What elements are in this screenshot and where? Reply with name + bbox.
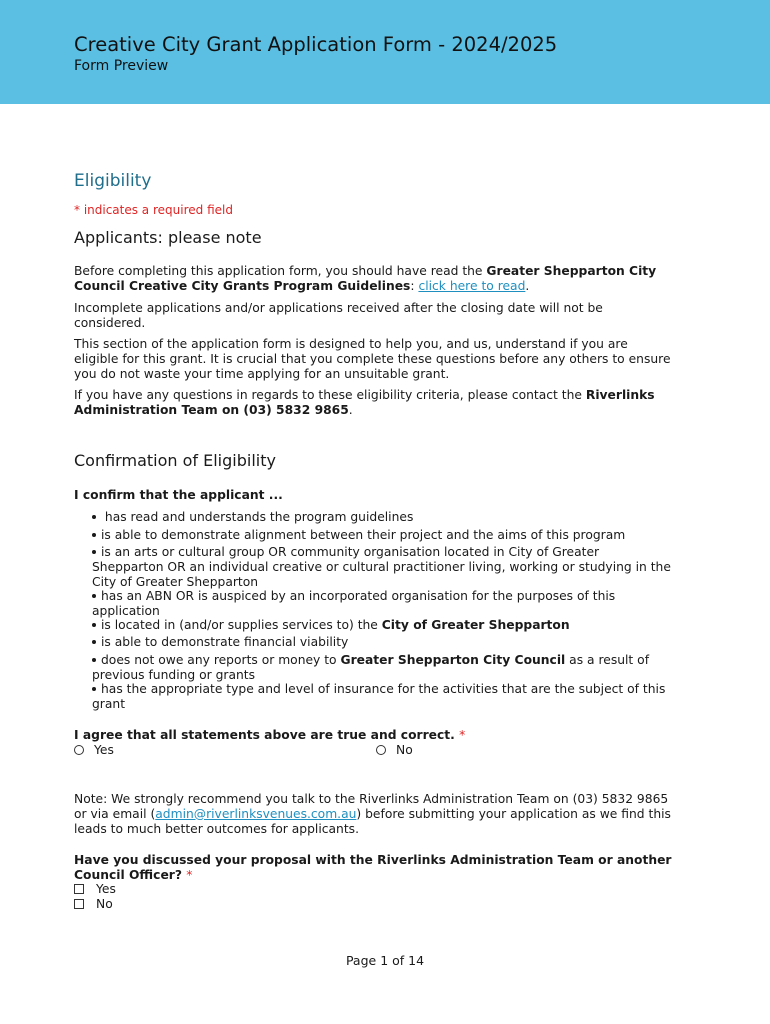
list-item-text: is able to demonstrate financial viability: [101, 635, 349, 649]
list-item-text: as a result of previous funding or grants: [92, 653, 650, 682]
guidelines-name: Greater Shepparton City Council Creative City Grants Program Guidelines: [74, 264, 657, 293]
guidelines-colon: :: [410, 278, 419, 293]
confirmation-lead: I confirm that the applicant ...: [74, 488, 283, 502]
note-text: Note: We strongly recommend you talk to the Riverlinks Administration Team on (03) 5832 9865 or via email (: [74, 792, 669, 821]
discussed-yes-label: Yes: [96, 882, 116, 896]
radio-icon[interactable]: [74, 745, 84, 755]
recommendation-note: [74, 792, 674, 836]
discussed-no-option[interactable]: [74, 897, 113, 911]
contact-text: If you have any questions in regards to these eligibility criteria, please contact the: [74, 388, 586, 402]
list-item: [92, 528, 672, 543]
bullet-icon: [92, 658, 96, 662]
list-item-text: has an ABN OR is auspiced by an incorporated organisation for the purposes of this application: [92, 589, 616, 618]
agree-question-text: I agree that all statements above are true and correct.: [74, 728, 455, 742]
agree-no-option[interactable]: [376, 743, 413, 757]
list-item: [92, 653, 672, 683]
radio-icon[interactable]: [376, 745, 386, 755]
bullet-icon: [92, 594, 96, 598]
list-item: [92, 510, 672, 525]
applicants-note-heading: Applicants: please note: [74, 228, 262, 247]
list-item: [92, 635, 672, 650]
bullet-icon: [92, 623, 96, 627]
bullet-icon: [92, 640, 96, 644]
agree-yes-label: Yes: [94, 743, 114, 757]
note-text-end: ) before submitting your application as we find this leads to much better outcomes for applicants.: [74, 806, 671, 836]
confirmation-heading: Confirmation of Eligibility: [74, 451, 276, 470]
contact-team: Riverlinks Administration Team on (03) 5832 9865: [74, 388, 655, 417]
list-item: [92, 545, 672, 589]
agree-question: [74, 728, 674, 743]
list-item-text: is able to demonstrate alignment between their project and the aims of this program: [101, 528, 626, 542]
bullet-icon: [92, 550, 96, 554]
bullet-icon: [92, 515, 96, 519]
required-star: *: [186, 867, 193, 882]
discussed-no-label: No: [96, 897, 113, 911]
email-link[interactable]: admin@riverlinksvenues.com.au: [155, 806, 357, 821]
list-item-text: is an arts or cultural group OR community organisation located in City of Greater Shepparton OR an individual creative or cultural practitioner living, working or studying in the City of Greater Shepparton: [92, 545, 671, 589]
contact-period: .: [348, 402, 353, 417]
bullet-icon: [92, 687, 96, 691]
discussed-yes-option[interactable]: [74, 882, 116, 896]
bullet-icon: [92, 533, 96, 537]
discussed-question-text: Have you discussed your proposal with the Riverlinks Administration Team or another Council Officer?: [74, 853, 672, 882]
checkbox-icon[interactable]: [74, 899, 84, 909]
list-item: [92, 589, 672, 619]
agree-no-label: No: [396, 743, 413, 757]
agree-yes-option[interactable]: [74, 743, 114, 757]
form-header: [0, 0, 770, 104]
required-field-note: * indicates a required field: [74, 203, 233, 217]
discussed-question: [74, 853, 674, 883]
list-item-text: has read and understands the program guidelines: [101, 510, 414, 524]
checkbox-icon[interactable]: [74, 884, 84, 894]
guidelines-text: Before completing this application form, you should have read the: [74, 264, 487, 278]
list-item-text: does not owe any reports or money to: [101, 653, 341, 667]
list-item: [92, 618, 672, 633]
list-item-bold: Greater Shepparton City Council: [340, 653, 566, 667]
contact-paragraph: [74, 388, 674, 418]
required-star: *: [459, 728, 466, 742]
list-item-text: has the appropriate type and level of insurance for the activities that are the subject of this grant: [92, 682, 666, 711]
list-item: [92, 682, 672, 712]
page-number: Page 1 of 14: [345, 953, 425, 968]
form-subtitle: Form Preview: [74, 58, 169, 74]
eligibility-purpose-paragraph: This section of the application form is designed to help you, and us, understand if you are eligible for this grant. It is crucial that you complete these questions before any others to ensure you do not waste your time applying for an unsuitable grant.: [74, 337, 671, 381]
guidelines-period: .: [525, 278, 530, 293]
section-title: Eligibility: [74, 171, 152, 191]
list-item-text: is located in (and/or supplies services to) the: [101, 618, 382, 632]
list-item-bold: City of Greater Shepparton: [381, 618, 570, 632]
guidelines-paragraph: [74, 264, 674, 294]
form-title: Creative City Grant Application Form - 2024/2025: [74, 33, 558, 56]
guidelines-link[interactable]: click here to read: [418, 278, 526, 293]
incomplete-applications-paragraph: Incomplete applications and/or applications received after the closing date will not be considered.: [74, 301, 603, 330]
